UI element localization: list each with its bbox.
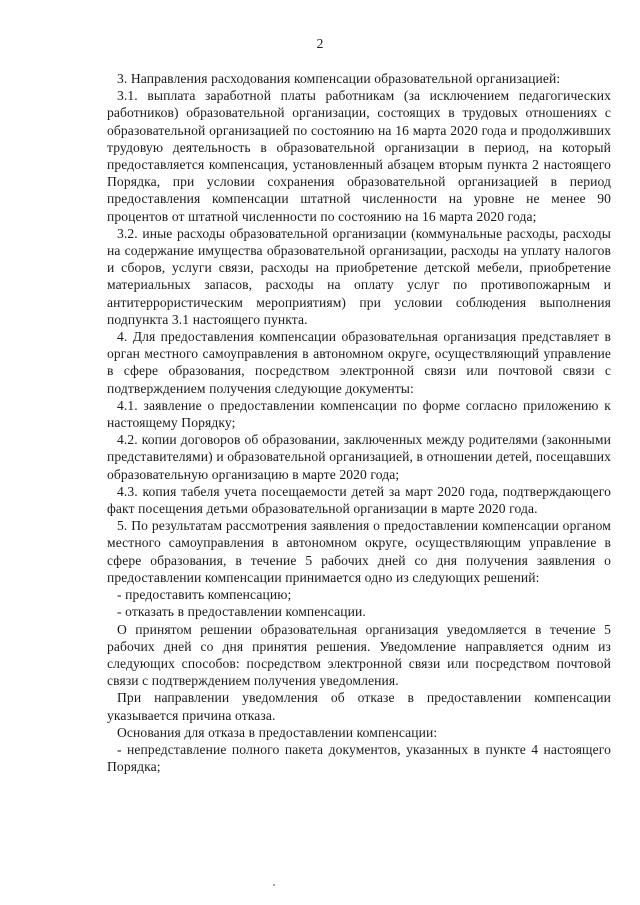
page-number: 2 bbox=[316, 36, 324, 51]
decision-option-grant: - предоставить компенсацию; bbox=[117, 587, 292, 603]
paragraph-notification: О принятом решении образовательная организация уведомляется в течение 5 рабочих дней со дня принятия решения. Уведомление направляется одним из следующих способов: посредством электронной связи или посредством почтовой связи с подтверждением получения уведомления. bbox=[107, 621, 611, 689]
document-body bbox=[107, 70, 611, 775]
refusal-ground-item: - непредставление полного пакета документов, указанных в пункте 4 настоящего Порядка; bbox=[107, 741, 611, 775]
paragraph-4-2: 4.2. копии договоров об образовании, заключенных между родителями (законными представителями) и образовательной организацией, в отношении детей, посещавших образовательную организацию в марте 2020 года; bbox=[107, 432, 611, 482]
paragraph-section-5: 5. По результатам рассмотрения заявления о предоставлении компенсации органом местного самоуправления в автономном округе, осуществляющим управление в сфере образования, в течение 5 рабочих дней со дня получения заявления о предоставлении компенсации принимается одно из следующих решений: bbox=[107, 518, 611, 585]
paragraph-section-3-heading: 3. Направления расходования компенсации образовательной организацией: bbox=[117, 71, 561, 86]
paragraph-4-1: 4.1. заявление о предоставлении компенсации по форме согласно приложению к настоящему Порядку; bbox=[107, 397, 611, 431]
paragraph-refusal-grounds: Основания для отказа в предоставлении компенсации: bbox=[117, 724, 438, 740]
paragraph-3-1: 3.1. выплата заработной платы работникам (за исключением педагогических работников) образовательной организации, состоящих в трудовых отношениях с образовательной организацией по состоянию на 16 марта 2020 года и продолживших трудовую деятельность в образовательной организации в период, на который предоставляется компенсация, установленный абзацем вторым пункта 2 настоящего Порядка, при условии сохранения образовательной организацией в период предоставления компенсации штатной численности на уровне не менее 90 процентов от штатной численности по состоянию на 16 марта 2020 года; bbox=[107, 88, 611, 224]
paragraph-4-3: 4.3. копия табеля учета посещаемости детей за март 2020 года, подтверждающего факт посещения детьми образовательной организации в марте 2020 года. bbox=[107, 483, 611, 517]
decision-option-refuse: - отказать в предоставлении компенсации. bbox=[117, 604, 366, 620]
scan-speck bbox=[273, 884, 275, 886]
paragraph-3-2: 3.2. иные расходы образовательной организации (коммунальные расходы, расходы на содержание имущества образовательной организации, расходы на уплату налогов и сборов, услуги связи, расходы на приобретение детской мебели, приобретение материальных запасов, расходы на оплату услуг по противопожарным и антитеррористическим мероприятиям) при условии соблюдения выполнения подпункта 3.1 настоящего пункта. bbox=[107, 225, 611, 327]
paragraph-section-4: 4. Для предоставления компенсации образовательная организация представляет в орган местного самоуправления в автономном округе, осуществляющий управление в сфере образования, посредством электронной связи или почтовой связи с подтверждением получения следующие документы: bbox=[107, 329, 611, 396]
paragraph-refusal-reason: При направлении уведомления об отказе в предоставлении компенсации указывается причина отказа. bbox=[107, 690, 611, 723]
